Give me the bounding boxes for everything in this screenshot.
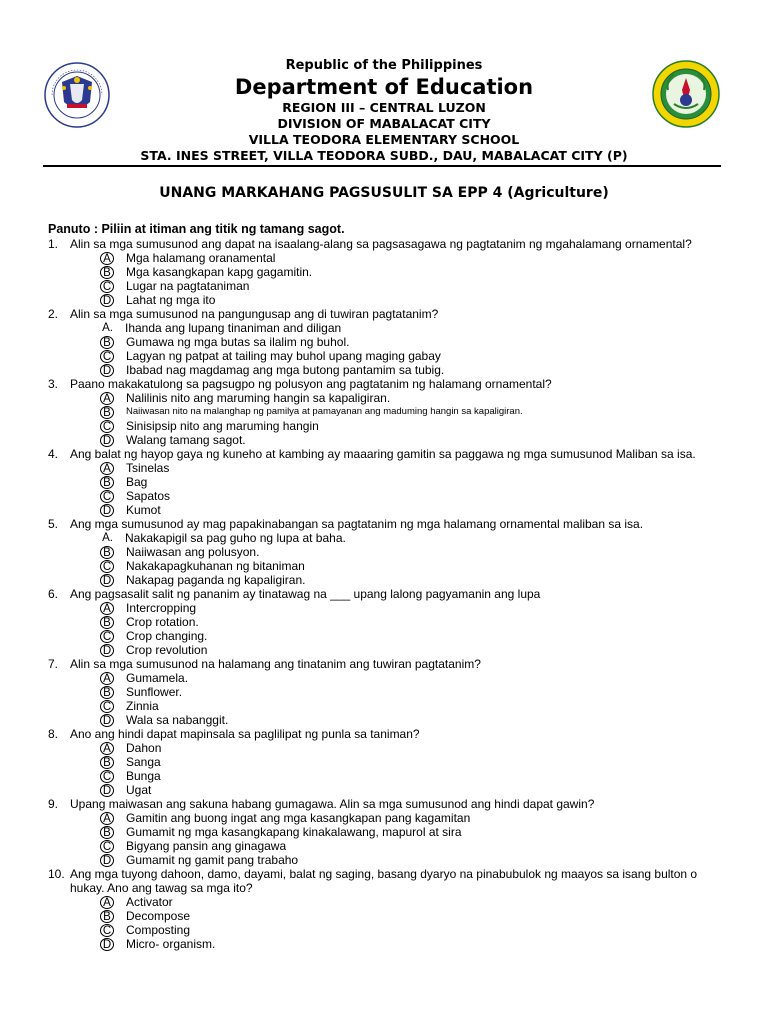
option-letter-circle[interactable]: B — [100, 910, 114, 923]
option-text: Zinnia — [126, 699, 159, 713]
region-line: REGION III – CENTRAL LUZON — [282, 100, 486, 115]
answer-option[interactable] — [100, 769, 728, 783]
option-letter-circle[interactable]: C — [100, 560, 114, 573]
option-letter-circle[interactable]: C — [100, 350, 114, 363]
option-text: Gumamit ng gamit pang trabaho — [126, 853, 299, 867]
answer-option[interactable] — [100, 671, 728, 685]
answer-option[interactable] — [100, 713, 728, 727]
option-letter-circle[interactable]: A — [100, 252, 114, 265]
test-title: UNANG MARKAHANG PAGSUSULIT SA EPP 4 (Agriculture) — [159, 185, 609, 201]
option-letter-circle[interactable]: C — [100, 840, 114, 853]
option-text: Ihanda ang lupang tinaniman and diligan — [125, 321, 342, 335]
answer-option[interactable] — [100, 433, 728, 447]
question-number: 10. — [48, 867, 65, 881]
option-letter[interactable]: A. — [102, 322, 113, 334]
option-letter-circle[interactable]: B — [100, 476, 114, 489]
option-letter-circle[interactable]: B — [100, 406, 114, 419]
answer-option[interactable] — [100, 335, 728, 349]
question-6 — [48, 587, 728, 601]
option-text: Intercropping — [126, 601, 197, 615]
option-text: Nakapag paganda ng kapaligiran. — [126, 573, 306, 587]
option-text: Gumamela. — [126, 671, 189, 685]
question-text: Ang mga tuyong dahoon, damo, dayami, balat ng saging, basang dyaryo na pinabubulok ng maayos sa isang bulton o hukay. Ano ang tawag sa mga ito? — [70, 867, 698, 895]
option-letter-circle[interactable]: A — [100, 742, 114, 755]
option-letter-circle[interactable]: D — [100, 714, 114, 727]
answer-option[interactable] — [100, 363, 728, 377]
instructions: Panuto : Piliin at itiman ang titik ng tamang sagot. — [48, 222, 345, 236]
department-line: Department of Education — [234, 75, 534, 99]
option-letter-circle[interactable]: D — [100, 784, 114, 797]
option-letter-circle[interactable]: D — [100, 294, 114, 307]
option-text: Bigyang pansin ang ginagawa — [126, 839, 287, 853]
option-letter-circle[interactable]: D — [100, 504, 114, 517]
question-text: Alin sa mga sumusunod na halamang ang tinatanim ang tuwiran pagtatanim? — [70, 657, 481, 671]
document-header — [0, 0, 768, 170]
question-text: Ang pagsasalit salit ng pananim ay tinatawag na ___ upang lalong pagyamanin ang lupa — [70, 587, 541, 601]
option-text: Ibabad nag magdamag ang mga butong pantamim sa tubig. — [126, 363, 445, 377]
question-9 — [48, 797, 728, 811]
option-letter-circle[interactable]: A — [100, 672, 114, 685]
question-text: Ano ang hindi dapat mapinsala sa paglilipat ng punla sa taniman? — [70, 727, 420, 741]
answer-option[interactable] — [100, 573, 728, 587]
answer-option[interactable] — [100, 643, 728, 657]
answer-option[interactable] — [100, 853, 728, 867]
answer-option[interactable] — [100, 279, 728, 293]
answer-option[interactable] — [100, 839, 728, 853]
option-text: Nakakapigil sa pag guho ng lupa at baha. — [125, 531, 346, 545]
option-letter-circle[interactable]: C — [100, 420, 114, 433]
question-3 — [48, 377, 728, 391]
address-line: STA. INES STREET, VILLA TEODORA SUBD., DAU, MABALACAT CITY (P) — [140, 148, 628, 163]
answer-option[interactable] — [100, 811, 728, 825]
option-text: Naiiwasan nito na malanghap ng pamilya at pamayanan ang maduming hangin sa kapaligiran. — [126, 406, 523, 417]
option-letter-circle[interactable]: C — [100, 700, 114, 713]
option-letter-circle[interactable]: C — [100, 630, 114, 643]
header-text-block — [0, 58, 768, 164]
option-letter-circle[interactable]: B — [100, 756, 114, 769]
question-10 — [48, 867, 728, 895]
option-letter-circle[interactable]: D — [100, 644, 114, 657]
answer-option[interactable] — [100, 937, 728, 951]
answer-option[interactable] — [100, 461, 728, 475]
option-letter-circle[interactable]: B — [100, 826, 114, 839]
option-text: Bag — [126, 475, 148, 489]
answer-option[interactable] — [100, 545, 728, 559]
option-text: Gumawa ng mga butas sa ilalim ng buhol. — [126, 335, 350, 349]
option-text: Dahon — [126, 741, 162, 755]
answer-option[interactable] — [100, 615, 728, 629]
option-text: Crop revolution — [126, 643, 208, 657]
answer-option[interactable] — [100, 475, 728, 489]
option-text: Lagyan ng patpat at tailing may buhol upang maging gabay — [126, 349, 441, 363]
option-text: Sanga — [126, 755, 161, 769]
option-letter-circle[interactable]: A — [100, 812, 114, 825]
answer-option[interactable] — [100, 503, 728, 517]
answer-option[interactable] — [100, 909, 728, 923]
option-letter-circle[interactable]: C — [100, 924, 114, 937]
option-letter-circle[interactable]: B — [100, 546, 114, 559]
answer-option[interactable] — [100, 755, 728, 769]
question-8 — [48, 727, 728, 741]
answer-option[interactable] — [100, 601, 728, 615]
option-text: Decompose — [126, 909, 191, 923]
republic-line: Republic of the Philippines — [285, 58, 483, 73]
answer-option[interactable] — [100, 349, 728, 363]
option-text: Bunga — [126, 769, 161, 783]
answer-option[interactable] — [100, 531, 728, 545]
option-text: Micro- organism. — [126, 937, 216, 951]
answer-option[interactable] — [100, 559, 728, 573]
answer-option[interactable] — [100, 419, 728, 433]
header-divider — [43, 165, 721, 167]
question-text: Upang maiwasan ang sakuna habang gumagawa. Alin sa mga sumusunod ang hindi dapat gawin? — [70, 797, 595, 811]
answer-option[interactable] — [100, 923, 728, 937]
option-text: Walang tamang sagot. — [126, 433, 246, 447]
option-text: Mga kasangkapan kapg gagamitin. — [126, 265, 313, 279]
option-text: Crop rotation. — [126, 615, 199, 629]
answer-option[interactable] — [100, 321, 728, 335]
answer-option[interactable] — [100, 489, 728, 503]
question-number: 3. — [48, 377, 59, 391]
option-letter-circle[interactable]: D — [100, 434, 114, 447]
option-letter-circle[interactable]: C — [100, 280, 114, 293]
answer-option[interactable] — [100, 825, 728, 839]
option-letter-circle[interactable]: B — [100, 616, 114, 629]
question-number: 2. — [48, 307, 59, 321]
option-text: Lugar na pagtataniman — [126, 279, 250, 293]
option-letter-circle[interactable]: B — [100, 266, 114, 279]
option-text: Composting — [126, 923, 191, 937]
answer-option[interactable] — [100, 405, 728, 419]
answer-option[interactable] — [100, 783, 728, 797]
answer-option[interactable] — [100, 741, 728, 755]
question-number: 4. — [48, 447, 59, 461]
question-number: 9. — [48, 797, 59, 811]
question-list — [48, 222, 728, 951]
answer-option[interactable] — [100, 699, 728, 713]
option-text: Nalilinis nito ang maruming hangin sa kapaligiran. — [126, 391, 391, 405]
question-4 — [48, 447, 728, 461]
answer-option[interactable] — [100, 685, 728, 699]
option-text: Gumamit ng mga kasangkapang kinakalawang, mapurol at sira — [126, 825, 462, 839]
option-letter-circle[interactable]: A — [100, 392, 114, 405]
option-text: Nakakapagkuhanan ng bitaniman — [126, 559, 305, 573]
question-2 — [48, 307, 728, 321]
option-text: Mga halamang oranamental — [126, 251, 276, 265]
answer-option[interactable] — [100, 629, 728, 643]
question-text: Ang balat ng hayop gaya ng kuneho at kambing ay maaaring gamitin sa paggawa ng mga sumusunod Maliban sa isa. — [70, 447, 696, 461]
question-number: 5. — [48, 517, 59, 531]
question-number: 1. — [48, 237, 59, 251]
option-letter[interactable]: A. — [102, 532, 113, 544]
question-1 — [48, 237, 728, 251]
option-letter-circle[interactable]: A — [100, 462, 114, 475]
option-letter-circle[interactable]: C — [100, 490, 114, 503]
option-text: Gamitin ang buong ingat ang mga kasangkapan pang kagamitan — [126, 811, 471, 825]
option-text: Crop changing. — [126, 629, 208, 643]
option-letter-circle[interactable]: D — [100, 574, 114, 587]
option-letter-circle[interactable]: B — [100, 686, 114, 699]
option-letter-circle[interactable]: B — [100, 336, 114, 349]
question-text: Paano makakatulong sa pagsugpo ng polusyon ang pagtatanim ng halamang ornamental? — [70, 377, 552, 391]
option-letter-circle[interactable]: A — [100, 896, 114, 909]
answer-option[interactable] — [100, 895, 728, 909]
school-line: VILLA TEODORA ELEMENTARY SCHOOL — [248, 132, 520, 147]
question-text: Alin sa mga sumusunod na pangungusap ang di tuwiran pagtatanim? — [70, 307, 439, 321]
option-letter-circle[interactable]: A — [100, 602, 114, 615]
option-letter-circle[interactable]: D — [100, 854, 114, 867]
option-text: Ugat — [126, 783, 152, 797]
question-number: 8. — [48, 727, 59, 741]
question-5 — [48, 517, 728, 531]
question-text: Ang mga sumusunod ay mag papakinabangan sa pagtatanim ng mga halamang ornamental maliban sa isa. — [70, 517, 644, 531]
option-text: Naiiwasan ang polusyon. — [126, 545, 260, 559]
option-letter-circle[interactable]: D — [100, 938, 114, 951]
option-text: Kumot — [126, 503, 161, 517]
option-text: Activator — [126, 895, 173, 909]
answer-option[interactable] — [100, 391, 728, 405]
question-number: 7. — [48, 657, 59, 671]
option-letter-circle[interactable]: C — [100, 770, 114, 783]
division-line: DIVISION OF MABALACAT CITY — [277, 116, 491, 131]
option-text: Sinisipsip nito ang maruming hangin — [126, 419, 319, 433]
question-7 — [48, 657, 728, 671]
question-text: Alin sa mga sumusunod ang dapat na isaalang-alang sa pagsasagawa ng pagtatanim ng mgahalamang ornamental? — [70, 237, 692, 251]
answer-option[interactable] — [100, 251, 728, 265]
option-letter-circle[interactable]: D — [100, 364, 114, 377]
answer-option[interactable] — [100, 293, 728, 307]
option-text: Wala sa nabanggit. — [126, 713, 229, 727]
option-text: Sapatos — [126, 489, 171, 503]
option-text: Lahat ng mga ito — [126, 293, 216, 307]
option-text: Tsinelas — [126, 461, 170, 475]
question-number: 6. — [48, 587, 59, 601]
answer-option[interactable] — [100, 265, 728, 279]
option-text: Sunflower. — [126, 685, 183, 699]
